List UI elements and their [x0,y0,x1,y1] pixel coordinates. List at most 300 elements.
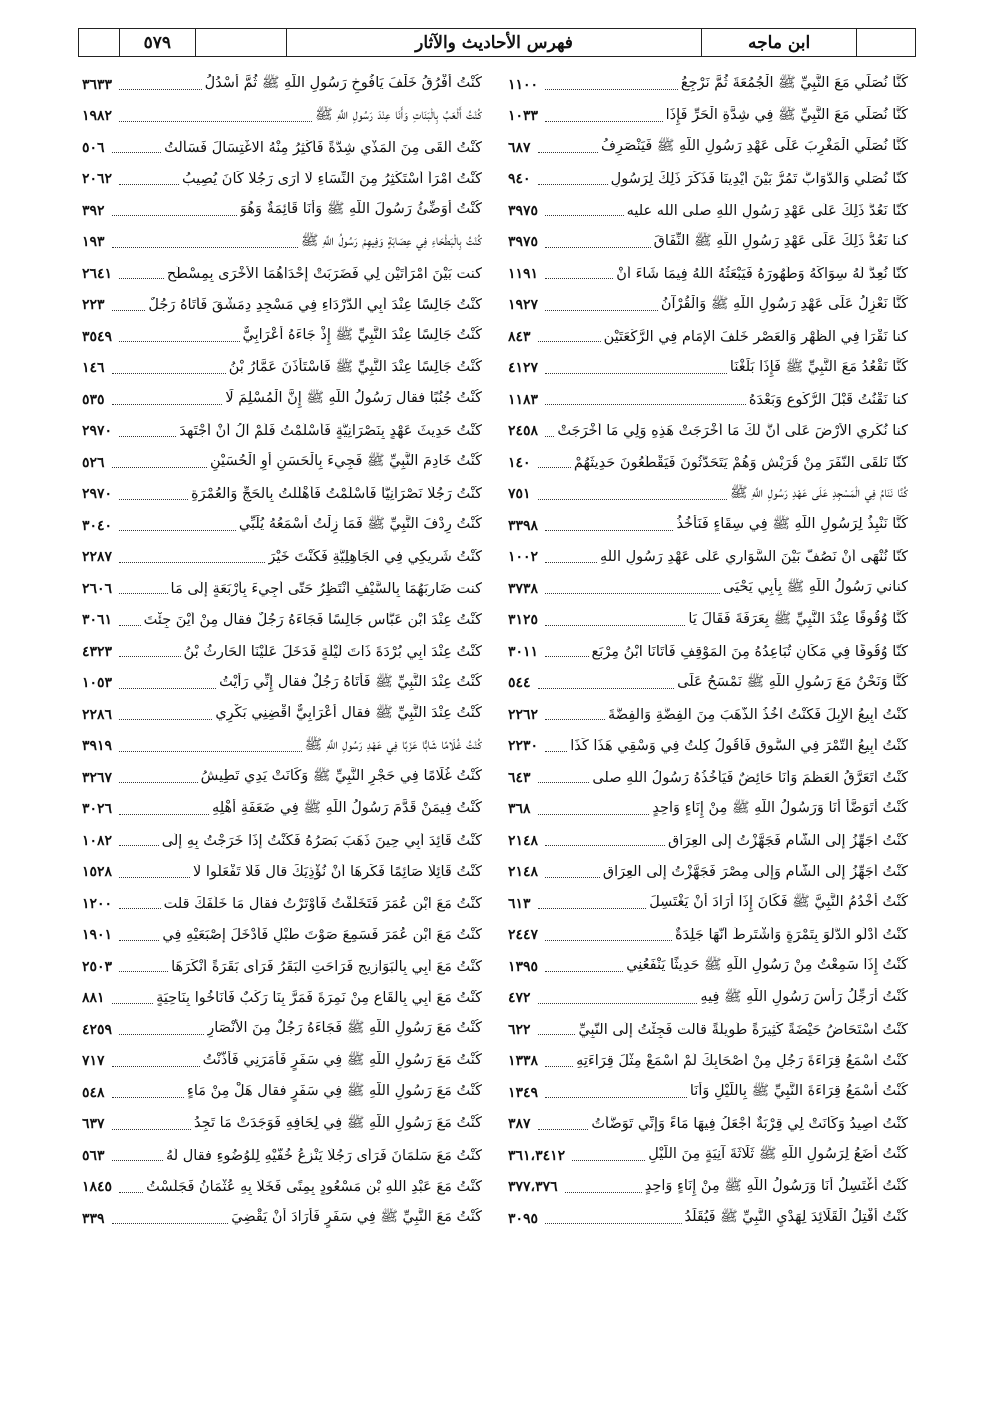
leader-dots [119,593,167,594]
hadith-text: كُنْتُ جَالِسًا عِنْدَ النَّبِيِّ ﷺ فَاسْتَأْذَنَ عَمَّارُ بْنُ [228,358,482,375]
index-entry [82,416,482,448]
hadith-text: كنا نَعُدُّ ذَلِكَ عَلَى عَهْدِ رَسُولِ اللَّهِ ﷺ النِّفَاقَ [653,232,908,249]
hadith-number: ٣٢٦٧ [82,769,113,786]
leader-dots [545,656,588,657]
hadith-text: كُنْتُ غُلَامًا فِي حَجْرِ النَّبِيِّ ﷺ وَكَانَتْ يَدِي تَطِيشُ [200,768,482,785]
hadith-text: كُنْتُ شَرِيكِي فِي الْجَاهِلِيَّةِ فَكُنْتَ خَيْرَ [268,549,482,566]
hadith-text: كُنْتُ أَبِيعُ الإِبِلَ فَكُنْتُ آخُذُ الذَّهَبَ مِنَ الْفِضَّةِ وَالْفِضَّةَ [607,706,908,723]
hadith-number: ٢٤٤٧ [508,927,539,944]
index-entry [82,1077,482,1109]
hadith-number: ١٣٩٥ [508,958,539,975]
hadith-text: كُنْتُ جَالِسًا عِنْدَ النَّبِيِّ ﷺ إِذْ جَاءَهُ أَعْرَابِيٌّ [242,327,482,344]
index-entry [508,857,908,889]
index-entry [508,416,908,448]
hadith-number: ٦٨٧ [508,139,531,156]
hadith-number: ١٣٣٨ [508,1053,539,1070]
index-entry [508,1109,908,1141]
page-title: فهرس الأحاديث والآثار [286,29,701,56]
index-entry [508,1203,908,1235]
hadith-text: كُنْتُ أَخْدُمُ النَّبِيَّ ﷺ فَكَانَ إِذَا أَرَادَ أَنْ يَغْتَسِلَ [649,894,908,911]
leader-dots [112,1066,200,1067]
leader-dots [538,908,647,909]
leader-dots [545,530,673,531]
index-entry [508,951,908,983]
hadith-text: كُنْتُ غُلَامًا شَابًّا عَزَبًا فِي عَهْدِ رَسُولِ اللَّهِ ﷺ [304,736,482,753]
hadith-text: كُنَّا نُصَلِّي الْمَغْرِبَ عَلَى عَهْدِ رَسُولِ اللَّهِ ﷺ فَيَنْصَرِفُ [600,138,908,155]
index-entry [508,1046,908,1078]
hadith-number: ٧١٧ [82,1053,105,1070]
hadith-text: كُنَّا نَلْقَى النَّفَرَ مِنْ قُرَيْشٍ وَهُمْ يَتَحَدَّثُونَ فَيَقْطَعُونَ حَدِيثَهُمْ [573,454,908,471]
hadith-number: ٣٠١١ [508,643,539,660]
leader-dots [538,782,590,783]
header-cell-empty [195,29,286,56]
hadith-number: ٥٣٥ [82,391,105,408]
hadith-text: كُنَّا نَنْبِذُ لِرَسُولِ اللَّهِ ﷺ فِي سِقَاءٍ فَنَأْخُذُ [676,516,908,533]
hadith-text: كُنَّا نُنْهَى أَنْ نَصُفَّ بَيْنَ السَّوَارِي عَلَى عَهْدِ رَسُولِ اللَّهِ [599,549,908,566]
hadith-text: كُنْتُ امْرَأً أَسْتَكْثِرُ مِنَ النِّسَاءِ لَا أَرَى رَجُلًا كَانَ يُصِيبُ [181,171,482,188]
index-entry [82,132,482,164]
hadith-text: كُنَّا نُصَلِّي مَعَ النَّبِيِّ ﷺ الْجُمُعَةَ ثُمَّ نَرْجِعُ [680,75,908,92]
index-entry [508,668,908,700]
leader-dots [119,751,302,752]
hadith-text: كُنْتُ مَعَ ابْنِ عُمَرَ فَسَمِعَ صَوْتَ طَبْلٍ فَأَدْخَلَ إِصْبَعَيْهِ فِي [162,927,482,944]
hadith-number: ٢٤٥٨ [508,423,539,440]
index-entry [82,983,482,1015]
leader-dots [565,1192,642,1193]
hadith-number: ٣٩١٩ [82,738,113,755]
hadith-number: ٢٢٣ [82,297,105,314]
hadith-number: ٢٢٨٧ [82,549,113,566]
index-entry [508,605,908,637]
hadith-text: كُنْتُ أَضَعُ لِرَسُولِ اللَّهِ ﷺ ثَلَاثَةَ آنِيَةٍ مِنَ اللَّيْلِ [648,1146,908,1163]
leader-dots [545,215,624,216]
hadith-number: ٥٢٦ [82,454,105,471]
leader-dots [545,1097,687,1098]
hadith-number: ١١٨٣ [508,391,539,408]
hadith-text: كُنْتُ قَائِلًا صَائِمًا فَكَرِهَا أَنْ نُؤْذِيَكَ قال فَلَا تَفْعَلُوا لَا [193,864,482,881]
index-entry [82,762,482,794]
header-cell-empty-left [79,29,119,56]
hadith-text: كُنْتُ أَفْرُقُ خَلْفَ يَافُوخِ رَسُولِ اللَّهِ ﷺ ثُمَّ أَسْدُلُ [204,75,482,92]
leader-dots [545,404,746,405]
hadith-number: ٣٩٢ [82,202,105,219]
hadith-text: كُنَّا نَقْعُدُ مَعَ النَّبِيِّ ﷺ فَإِذَا بَلَغْنَا [729,358,908,375]
hadith-number: ٤٣٢٣ [82,643,113,660]
leader-dots [119,845,159,846]
leader-dots [112,1160,163,1161]
leader-dots [545,89,678,90]
hadith-number: ٣٦١،٣٤١٢ [508,1147,566,1164]
index-entry [82,1172,482,1204]
leader-dots [119,877,190,878]
index-entry [508,636,908,668]
leader-dots [119,971,168,972]
hadith-number: ٢٢٦٢ [508,706,539,723]
left-index-column [82,69,482,1235]
index-entry [82,605,482,637]
leader-dots [545,1066,573,1067]
hadith-text: كُنْتُ أُجَهِّزُ إِلَى الشَّامِ وَإِلَى مِصْرَ فَجَهَّزْتُ إِلَى الْعِرَاقِ [602,864,908,881]
index-entry [508,1140,908,1172]
hadith-text: كُنْتُ خَادِمَ النَّبِيِّ ﷺ فَجِيءَ بِالْحَسَنِ أَوِ الْحُسَيْنِ [210,453,482,470]
leader-dots [112,1003,154,1004]
index-entry [82,69,482,101]
leader-dots [572,1160,645,1161]
index-entry [82,668,482,700]
index-entry [508,101,908,133]
index-entry [82,794,482,826]
leader-dots [545,247,651,248]
hadith-text: كُنْتُ مَعَ النَّبِيِّ ﷺ فِي سَفَرٍ فَأَرَادَ أَنْ يَقْضِيَ [231,1209,482,1226]
hadith-number: ١٠٥٣ [82,675,113,692]
hadith-number: ١١٠٠ [508,76,539,93]
hadith-text: كُنَّا نُعِدُّ لَهُ سِوَاكَهُ وَطَهُورَهُ فَيَبْعَثُهُ اللَّهُ فِيمَا شَاءَ أَنْ [616,265,908,282]
index-entry [82,384,482,416]
leader-dots [119,184,179,185]
index-entry [508,447,908,479]
hadith-text: كُنَّا وَنَحْنُ مَعَ رَسُولِ اللَّهِ ﷺ نَمْسَحُ عَلَى [677,673,908,690]
index-entry [508,164,908,196]
hadith-text: كُنْتُ أَتَعَرَّقُ الْعَظْمَ وَأَنَا حَائِضٌ فَيَأْخُذُهُ رَسُولُ اللَّهِ صلى [592,769,908,786]
index-entry [82,1046,482,1078]
hadith-text: كُنْتُ جُنُبًا فقال رَسُولُ اللَّهِ ﷺ إِنَّ الْمُسْلِمَ لَا [225,390,482,407]
hadith-text: كُنْتُ أَلْقَى مِنَ الْمَذْيِ شِدَّةً فَأُكْثِرُ مِنْهُ الاغْتِسَالَ فَسَأَلْتُ [164,139,482,156]
hadith-number: ٢١٤٨ [508,864,539,881]
index-entry [508,794,908,826]
index-entry [508,920,908,952]
index-entry [508,983,908,1015]
leader-dots [119,530,236,531]
hadith-text: كُنْتُ أَسْمَعُ قِرَاءَةَ رَجُلٍ مِنْ أَصْحَابِكَ لَمْ أَسْمَعْ مِثْلَ قِرَاءَتِهِ [576,1053,908,1070]
hadith-text: كُنْتُ أَدْلُو الدَّلْوَ بِتَمْرَةٍ وَأَشْتَرِطُ أَنَّهَا جَلِدَةٌ [674,927,908,944]
index-entry [508,731,908,763]
leader-dots [112,1223,229,1224]
leader-dots [112,1129,191,1130]
hadith-number: ٥٤٨ [82,1084,105,1101]
hadith-text: كُنْتُ قَائِدَ أَبِي حِينَ ذَهَبَ بَصَرُهُ فَكُنْتُ إِذَا خَرَجْتُ بِهِ إِلَى [161,832,482,849]
hadith-number: ١٥٢٨ [82,864,113,881]
hadith-text: كنا نَقْرَأُ فِي الظُّهْرِ وَالْعَصْرِ خَلْفَ الإِمَامِ فِي الرَّكْعَتَيْنِ [603,328,908,345]
hadith-text: كُنْتُ عِنْدَ ابْنِ عَبَّاسٍ جَالِسًا فَجَاءَهُ رَجُلٌ فقال مِنْ أَيْنَ جِئْتَ [143,612,482,629]
index-entry [508,227,908,259]
hadith-number: ٣٧٣٨ [508,580,539,597]
index-entry [82,164,482,196]
index-entry [508,1172,908,1204]
leader-dots [538,1003,698,1004]
index-entry [82,1203,482,1235]
hadith-number: ٥٠٦ [82,139,105,156]
hadith-number: ٣٣٩٨ [508,517,539,534]
hadith-number: ١٣٤٩ [508,1084,539,1101]
leader-dots [119,782,198,783]
hadith-number: ٥٤٤ [508,675,531,692]
hadith-text: كُنَّا نُصَلِّي وَالدَّوَابُّ تَمُرُّ بَيْنَ أَيْدِينَا فَذَكَرَ ذَلِكَ لِرَسُولِ [610,171,908,188]
hadith-text: كُنْتُ أُوَضِّئُ رَسُولَ اللَّهِ ﷺ وَأَنَا قَائِمَةٌ وَهُوَ [239,201,482,218]
hadith-text: كُنْتُ مَعَ رَسُولِ اللَّهِ ﷺ فَجَاءَهُ رَجُلٌ مِنَ الأَنْصَارِ [207,1020,482,1037]
index-entry [82,510,482,542]
hadith-text: كُنْتُ مَعَ أَبِي بِالْبَوَازِيجِ فَرَاحَتِ الْبَقَرُ فَرَأَى بَقَرَةً أَنْكَرَهَا [171,958,482,975]
leader-dots [538,688,675,689]
index-entry [508,1077,908,1109]
hadith-text: كُنْتُ عِنْدَ النَّبِيِّ ﷺ فَأَتَاهُ رَجُلٌ فقال إِنِّي رَأَيْتُ [219,673,482,690]
hadith-number: ١٨٤٥ [82,1179,113,1196]
hadith-number: ٢٥٠٣ [82,958,113,975]
index-entry [508,888,908,920]
hadith-number: ٢٩٧٠ [82,486,113,503]
hadith-number: ٢٢٨٦ [82,706,113,723]
hadith-text: كُنْتُ أَسْمَعُ قِرَاءَةَ النَّبِيِّ ﷺ بِاللَّيْلِ وَأَنَا [689,1083,908,1100]
hadith-text: كنت بَيْنَ امْرَأَتَيْنِ لِي فَضَرَبَتْ إِحْدَاهُمَا الأُخْرَى بِمِسْطَحٍ [166,265,482,282]
leader-dots [545,877,600,878]
hadith-text: كُنْتُ فِيمَنْ قَدَّمَ رَسُولُ اللَّهِ ﷺ فِي ضَعَفَةِ أَهْلِهِ [211,799,482,816]
index-entry [508,542,908,574]
leader-dots [545,940,672,941]
hadith-text: كُنْتُ أَبِيعُ التَّمْرَ فِي السُّوقِ فَأَقُولُ كِلْتُ فِي وَسْقِي هَذَا كَذَا [570,738,908,755]
hadith-number: ١٩٢٧ [508,297,539,314]
hadith-number: ٩٤٠ [508,171,531,188]
hadith-number: ٣٦٨ [508,801,531,818]
hadith-text: كناني رَسُولُ اللَّهِ ﷺ بِأَبِي يَحْيَى [722,579,908,596]
index-entry [82,731,482,763]
leader-dots [119,1034,204,1035]
index-entry [82,321,482,353]
leader-dots [119,341,239,342]
hadith-number: ١٤٠ [508,454,531,471]
hadith-text: كُنَّا وُقُوفًا فِي مَكَانٍ تُبَاعِدُهُ مِنَ الْمَوْقِفِ فَأَتَانَا ابْنُ مِرْبَعٍ [591,643,908,660]
hadith-number: ٦٣٧ [82,1116,105,1133]
leader-dots [545,593,720,594]
index-entry [82,1109,482,1141]
index-entry [508,69,908,101]
hadith-text: كنا نَقْنُتُ قَبْلَ الرُّكُوعِ وَبَعْدَهُ [748,391,908,408]
hadith-number: ٣٠٩٥ [508,1210,539,1227]
index-entry [508,762,908,794]
leader-dots [545,971,623,972]
hadith-number: ٢٦٠٦ [82,580,113,597]
leader-dots [119,656,180,657]
hadith-text: كُنْتُ حَدِيثَ عَهْدٍ بِنَصْرَانِيَّةٍ فَأَسْلَمْتُ فَلَمْ آلُ أَنْ أَجْتَهِدَ [179,423,482,440]
leader-dots [112,215,237,216]
index-entry [82,636,482,668]
hadith-text: كُنْتُ بِالْبَطْحَاءِ فِي عِصَابَةٍ وَفِيهِمْ رَسُولُ اللَّهِ ﷺ [300,232,482,249]
leader-dots [545,562,597,563]
leader-dots [112,1097,184,1098]
leader-dots [545,845,665,846]
leader-dots [119,940,159,941]
leader-dots [119,562,265,563]
hadith-text: كُنْتُ مَعَ عَبْدِ اللَّهِ بْنِ مَسْعُودٍ بِمِنًى فَخَلَا بِهِ عُثْمَانُ فَجَلَسْتُ [146,1179,482,1196]
hadith-number: ٣٠٦١ [82,612,113,629]
header-cell-empty-right [856,29,915,56]
index-entry [82,825,482,857]
leader-dots [545,121,663,122]
hadith-text: كُنْتُ أَلْعَبُ بِالْبَنَاتِ وَأَنَا عِنْدَ رَسُولِ اللَّهِ ﷺ [315,106,482,123]
leader-dots [119,719,212,720]
page-number: ٥٧٩ [119,29,195,56]
hadith-number: ٣٩٧٥ [508,202,539,219]
leader-dots [538,467,571,468]
leader-dots [112,247,298,248]
hadith-text: كُنْتُ مَعَ سَلْمَانَ فَرَأَى رَجُلًا يَنْزِعُ خُفَّيْهِ لِلْوُضُوءِ فقال لَهُ [165,1147,482,1164]
hadith-number: ٢٦٤١ [82,265,113,282]
hadith-text: كُنْتُ عِنْدَ النَّبِيِّ ﷺ فقال أَعْرَابِيٌّ اقْضِنِي بَكْرِي [215,705,482,722]
hadith-text: كُنْتُ أَفْتِلُ الْقَلَائِدَ لِهَدْيِ النَّبِيِّ ﷺ فَيُقَلِّدُ [684,1209,908,1226]
hadith-text: كُنَّا نَنَامُ فِي الْمَسْجِدِ عَلَى عَهْدِ رَسُولِ اللَّهِ ﷺ [730,484,908,501]
hadith-number: ٢١٤٨ [508,832,539,849]
leader-dots [119,89,202,90]
leader-dots [119,121,312,122]
index-entry [508,321,908,353]
index-entry [82,542,482,574]
leader-dots [119,688,216,689]
hadith-text: كُنْتُ رِدْفَ النَّبِيِّ ﷺ فَمَا زِلْتُ أَسْمَعُهُ يُلَبِّي [238,516,482,533]
hadith-text: كُنْتُ أَغْتَسِلُ أَنَا وَرَسُولُ اللَّهِ ﷺ مِنْ إِنَاءٍ وَاحِدٍ [644,1177,908,1194]
hadith-text: كُنْتُ مَعَ رَسُولِ اللَّهِ ﷺ فِي سَفَرٍ فَأَمَرَنِي فَأَذَّنْتُ [202,1051,482,1068]
hadith-number: ٢٠٦٢ [82,171,113,188]
hadith-text: كُنَّا نُصَلِّي مَعَ النَّبِيِّ ﷺ فِي شِدَّةِ الْحَرِّ فَإِذَا [665,106,908,123]
hadith-number: ١٩٣ [82,234,105,251]
index-entry [508,1014,908,1046]
hadith-number: ٣٥٤٩ [82,328,113,345]
index-entry [82,101,482,133]
hadith-number: ٤٢٥٩ [82,1021,113,1038]
leader-dots [119,436,176,437]
index-entry [82,227,482,259]
index-entry [508,699,908,731]
index-entry [82,353,482,385]
hadith-text: كُنَّا نَعْزِلُ عَلَى عَهْدِ رَسُولِ اللَّهِ ﷺ وَالْقُرْآنُ [660,295,908,312]
hadith-number: ٦١٣ [508,895,531,912]
hadith-number: ٨٨١ [82,990,105,1007]
leader-dots [545,719,605,720]
right-index-column [508,69,908,1235]
leader-dots [545,373,727,374]
hadith-number: ٤٧٢ [508,990,531,1007]
hadith-text: كُنْتُ أَصِيدُ وَكَانَتْ لِي قِرْبَةٌ أَجْعَلُ فِيهَا مَاءً وَإِنِّي تَوَضَّأْتُ [591,1116,908,1133]
hadith-number: ٣٦٣٣ [82,76,113,93]
leader-dots [545,278,613,279]
index-entry [82,1140,482,1172]
hadith-text: كُنْتُ مَعَ أَبِي بِالْقَاعِ مِنْ نَمِرَةَ فَمَرَّ بِنَا رَكْبٌ فَأَنَاخُوا بِنَاحِيَةٍ [156,990,482,1007]
index-entry [508,195,908,227]
index-entry [508,258,908,290]
hadith-text: كُنْتُ أُجَهِّزُ إِلَى الشَّامِ فَجَهَّزْتُ إِلَى الْعِرَاقِ [667,832,908,849]
hadith-text: كُنْتُ إِذَا سَمِعْتُ مِنْ رَسُولِ اللَّهِ ﷺ حَدِيثًا يَنْفَعُنِي [626,957,908,974]
leader-dots [119,814,209,815]
leader-dots [538,814,650,815]
hadith-number: ٣٠٤٠ [82,517,113,534]
hadith-number: ٢٢٣٠ [508,738,539,755]
hadith-number: ٣٨٧ [508,1116,531,1133]
leader-dots [112,404,223,405]
hadith-number: ١٩٨٢ [82,108,113,125]
hadith-text: كُنَّا وُقُوفًا عِنْدَ النَّبِيِّ ﷺ بِعَرَفَةَ فَقَالَ يَا [688,610,908,627]
hadith-number: ٨٤٣ [508,328,531,345]
leader-dots [119,499,188,500]
index-entry [82,195,482,227]
index-entry [508,353,908,385]
index-entry [508,510,908,542]
index-entry [82,920,482,952]
hadith-number: ٣١٢٥ [508,612,539,629]
leader-dots [538,341,601,342]
index-entry [82,857,482,889]
leader-dots [545,436,554,437]
hadith-number: ١٠٨٢ [82,832,113,849]
leader-dots [112,373,226,374]
hadith-text: كُنْتُ مَعَ رَسُولِ اللَّهِ ﷺ فِي سَفَرٍ فقال هَلْ مِنْ مَاءٍ [187,1083,482,1100]
index-entry [82,573,482,605]
index-entry [508,132,908,164]
hadith-number: ٧٥١ [508,486,531,503]
hadith-text: كنا نُكْرِي الأَرْضَ عَلَى أَنَّ لَكَ مَا أَخْرَجَتْ هَذِهِ وَلِي مَا أَخْرَجَتْ [557,423,908,440]
hadith-text: كُنْتُ مَعَ رَسُولِ اللَّهِ ﷺ فِي لِحَافِهِ فَوَجَدَتْ مَا تَجِدُ [194,1114,482,1131]
leader-dots [538,499,727,500]
page-header [78,28,916,57]
leader-dots [112,467,207,468]
hadith-text: كُنْتُ أُرَجِّلُ رَأْسَ رَسُولِ اللَّهِ ﷺ فِيهِ [700,988,908,1005]
index-entry [82,447,482,479]
hadith-number: ٤١٢٧ [508,360,539,377]
hadith-number: ١٩٠١ [82,927,113,944]
hadith-number: ٣٣٩ [82,1210,105,1227]
hadith-number: ٢٩٧٠ [82,423,113,440]
leader-dots [538,152,598,153]
leader-dots [538,1129,589,1130]
index-entry [508,479,908,511]
hadith-text: كُنْتُ رَجُلًا نَصْرَانِيًّا فَأَسْلَمْتُ فَأَهْلَلْتُ بِالْحَجِّ وَالْعُمْرَةِ [190,486,482,503]
hadith-number: ١٢٠٠ [82,895,113,912]
index-entry [508,384,908,416]
leader-dots [545,625,685,626]
hadith-text: كُنْتُ مَعَ ابْنِ عُمَرَ فَتَخَلَّفْتُ فَأَوْتَرْتُ فقال مَا خَلَفَكَ قلت [163,895,482,912]
hadith-number: ٣٠٢٦ [82,801,113,818]
book-name: ابن ماجه [701,29,857,56]
index-entry [82,479,482,511]
hadith-number: ١٠٠٢ [508,549,539,566]
hadith-text: كنت ضَارِبَهُمَا بِالسَّيْفِ أَنْتَظِرُ حَتَّى أَجِيءَ بِأَرْبَعَةٍ إِلَى مَا [170,580,482,597]
leader-dots [119,1192,143,1193]
hadith-number: ١١٩١ [508,265,539,282]
hadith-number: ٣٧٧،٣٧٦ [508,1179,558,1196]
leader-dots [545,751,567,752]
index-entry [508,573,908,605]
index-entry [82,888,482,920]
hadith-text: كُنْتُ أَتَوَضَّأُ أَنَا وَرَسُولُ اللَّهِ ﷺ مِنْ إِنَاءٍ وَاحِدٍ [652,799,908,816]
index-entry [82,290,482,322]
hadith-number: ١٤٦ [82,360,105,377]
index-entry [82,951,482,983]
hadith-number: ٣٩٧٥ [508,234,539,251]
hadith-number: ٦٤٣ [508,769,531,786]
hadith-text: كُنْتُ عِنْدَ أَبِي بُرْدَةَ ذَاتَ لَيْلَةٍ فَدَخَلَ عَلَيْنَا الْحَارِثُ بْنُ [183,643,482,660]
hadith-number: ٥٦٣ [82,1147,105,1164]
hadith-text: كُنْتُ أُسْتَحَاضُ حَيْضَةً كَثِيرَةً طَوِيلَةً قالت فَجِئْتُ إِلَى النَّبِيِّ [578,1021,908,1038]
leader-dots [538,1034,576,1035]
leader-dots [112,152,162,153]
hadith-text: كُنْتُ جَالِسًا عِنْدَ أَبِي الدَّرْدَاءِ فِي مَسْجِدِ دِمَشْقَ فَأَتَاهُ رَجُلٌ [148,297,482,314]
leader-dots [119,278,164,279]
hadith-number: ٦٢٢ [508,1021,531,1038]
leader-dots [119,625,141,626]
leader-dots [538,184,608,185]
index-entry [82,1014,482,1046]
index-entry [508,290,908,322]
leader-dots [545,310,658,311]
leader-dots [119,908,161,909]
index-entry [82,699,482,731]
leader-dots [112,310,146,311]
